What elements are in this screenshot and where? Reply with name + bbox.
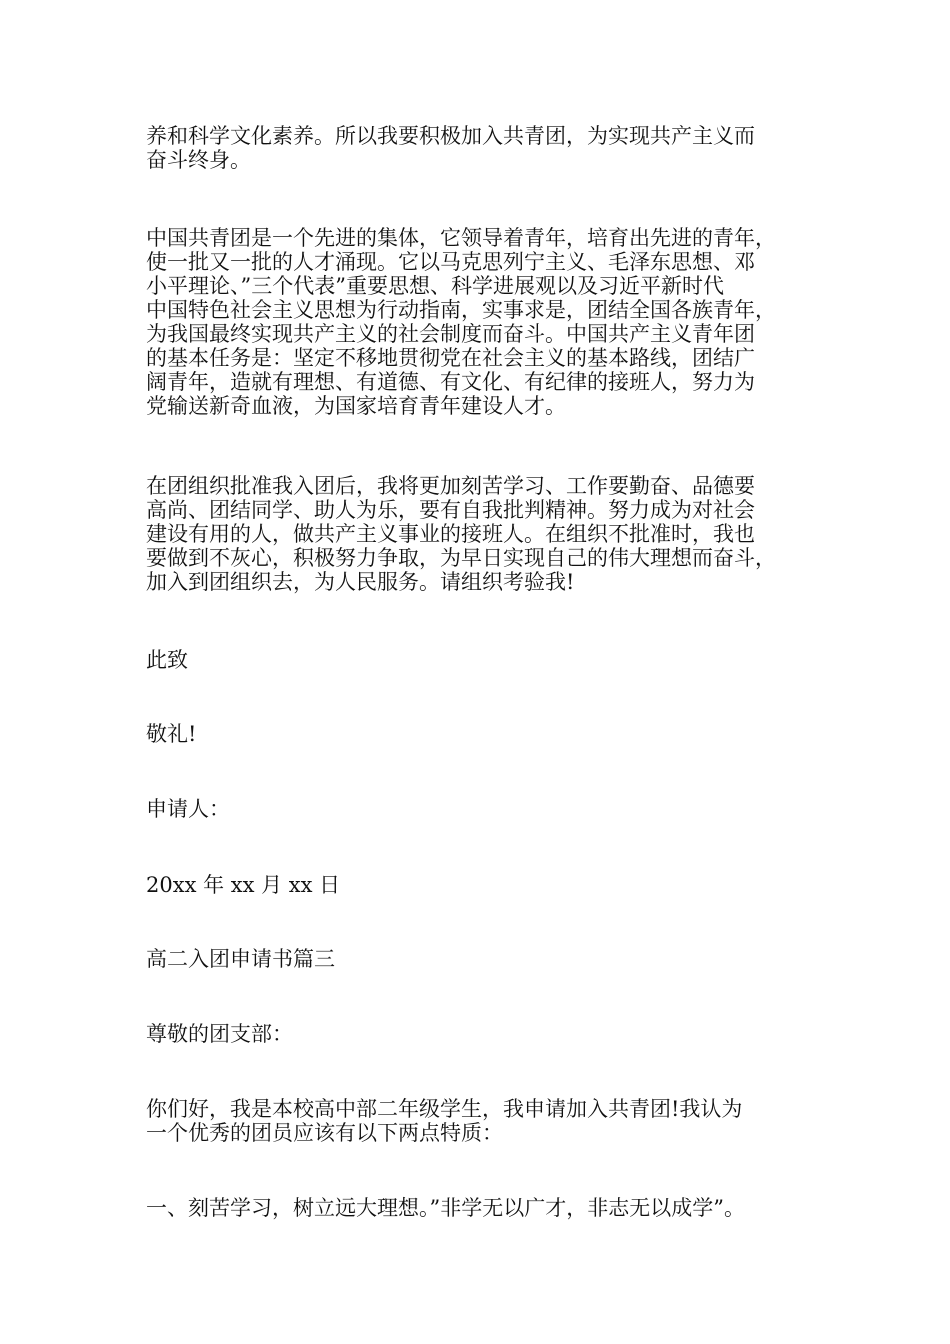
paragraph-1: 养和科学文化素养。所以我要积极加入共青团，为实现共产主义而 奋斗终身。: [146, 124, 755, 172]
applicant-label: 申请人：: [146, 797, 230, 821]
section-title: 高二入团申请书篇三: [146, 947, 335, 971]
paragraph-intro: 你们好，我是本校高中部二年级学生，我申请加入共青团!我认为 一个优秀的团员应该有以下两点特质：: [146, 1097, 743, 1145]
greeting: 尊敬的团支部：: [146, 1022, 293, 1046]
paragraph-3: 在团组织批准我入团后，我将更加刻苦学习、工作要勤奋、品德要 高尚、团结同学、助人为乐，要有自我批判精神。努力成为对社会 建设有用的人，做共产主义事业的接班人。在组织不批准时，我也 要做到不灰心，积极努力争取，为早日实现自己的伟大理想而奋斗， 加入到团组织去，为人民服务。请组织考验我!: [146, 474, 776, 594]
date-line: 20xx 年 xx 月 xx 日: [146, 873, 341, 897]
paragraph-point-1: 一、刻苦学习，树立远大理想。”非学无以广才，非志无以成学”。: [146, 1196, 745, 1220]
salutation-ci-zhi: 此致: [146, 648, 188, 672]
salutation-jing-li: 敬礼!: [146, 722, 197, 746]
paragraph-2: 中国共青团是一个先进的集体，它领导着青年，培育出先进的青年， 使一批又一批的人才涌现。它以马克思列宁主义、毛泽东思想、邓 小平理论、”三个代表”重要思想、科学进展观以及习近平新时代 中国特色社会主义思想为行动指南，实事求是，团结全国各族青年， 为我国最终实现共产主义的社会制度而奋斗。中国共产主义青年团 的基本任务是：坚定不移地贯彻党在社会主义的基本路线，团结广 阔青年，造就有理想、有道德、有文化、有纪律的接班人，努力为 党输送新奇血液，为国家培育青年建设人才。: [146, 226, 776, 418]
